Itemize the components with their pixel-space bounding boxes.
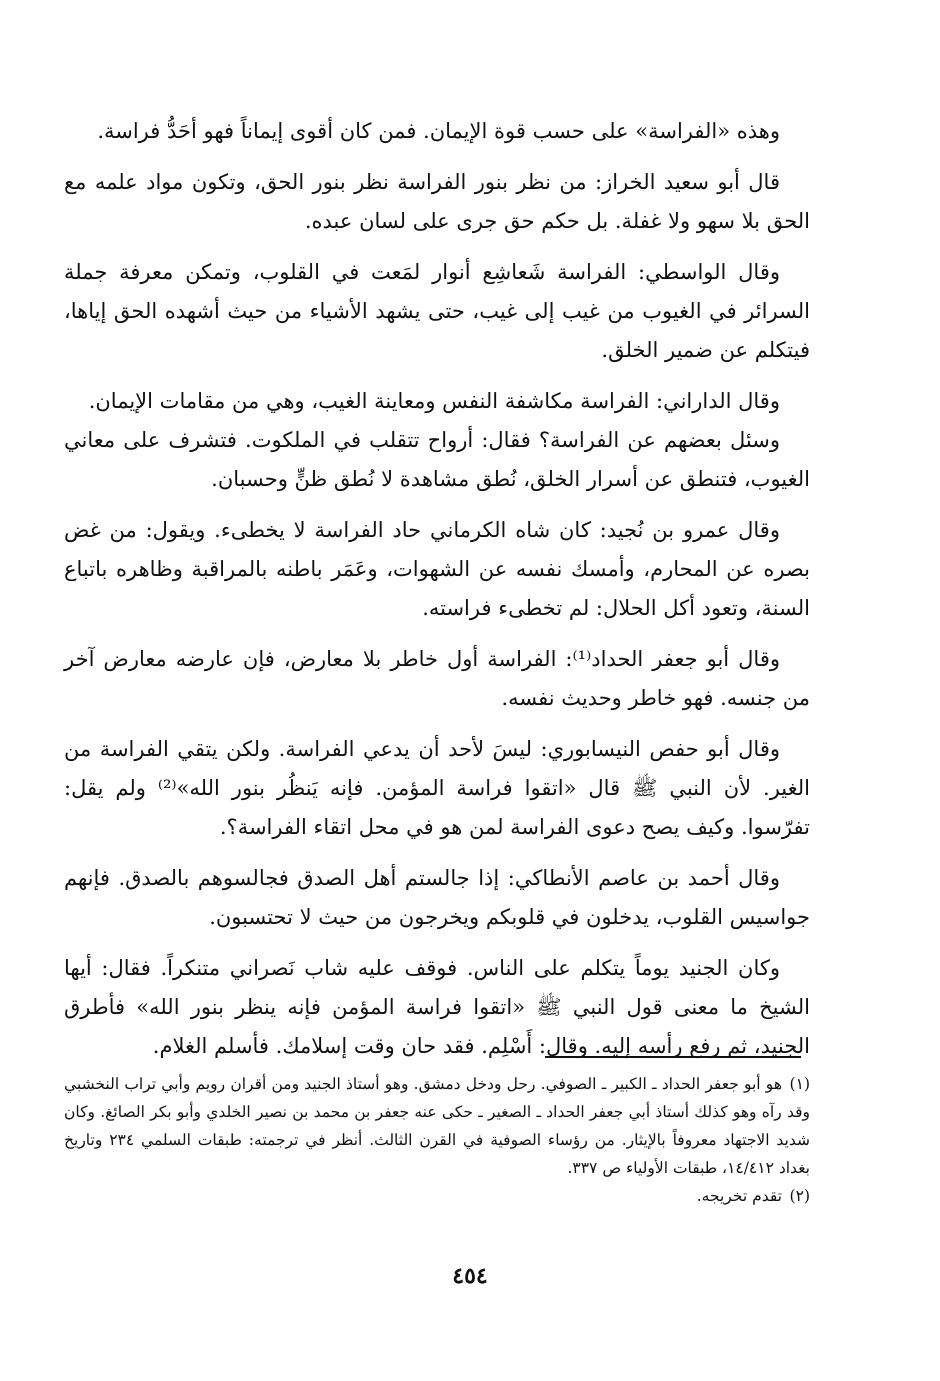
page-number: ٤٥٤: [452, 1263, 488, 1289]
main-text: [64, 112, 810, 1078]
paragraph-arwah: وسئل بعضهم عن الفراسة؟ فقال: أرواح تتقلب في الملكوت. فتشرف على معاني الغيوب، فتنطق عن أسرار الخلق، نُطق مشاهدة لا نُطق ظنٍّ وحسبان.: [64, 428, 810, 491]
footnote-1: [64, 1070, 810, 1182]
footnote-separator: [545, 1056, 801, 1058]
paragraph-abu-jafar-haddad: وقال أبو جعفر الحداد⁽¹⁾: الفراسة أول خاطر بلا معارض، فإن عارضه معارض آخر من جنسه. فهو خاطر وحديث نفسه.: [64, 647, 810, 710]
paragraph-kharraz: قال أبو سعيد الخراز: من نظر بنور الفراسة نظر بنور الحق، وتكون مواد علمه مع الحق بلا سهو ولا غفلة. بل حكم حق جرى على لسان عبده.: [64, 170, 810, 233]
footnote-text: تقدم تخريجه.: [696, 1187, 782, 1205]
footnote-number: (١): [789, 1075, 810, 1093]
paragraph-abu-hafs: وقال أبو حفص النيسابوري: ليسَ لأحد أن يدعي الفراسة. ولكن يتقي الفراسة من الغير. لأن النبي ﷺ قال «اتقوا فراسة المؤمن. فإنه يَنظُر بنور الله»⁽²⁾ ولم يقل: تفرّسوا. وكيف يصح دعوى الفراسة لمن هو في محل اتقاء الفراسة؟.: [64, 737, 810, 839]
footnote-number: (٢): [789, 1187, 810, 1205]
paragraph-antaki: وقال أحمد بن عاصم الأنطاكي: إذا جالستم أهل الصدق فجالسوهم بالصدق. فإنهم جواسيس القلوب، يدخلون في قلوبكم ويخرجون من حيث لا تحتسبون.: [64, 866, 810, 929]
footnote-text: هو أبو جعفر الحداد ـ الكبير ـ الصوفي. رحل ودخل دمشق. وهو أستاذ الجنيد ومن أقران رويم وأبي تراب النخشبي وقد رآه وهو كذلك أستاذ أبي جعفر الحداد ـ الصغير ـ حكى عنه جعفر بن محمد بن نصير الخلدي وأبو بكر الصائغ. وكان شديد الاجتهاد معروفاً بالإيثار. من رؤساء الصوفية في القرن الثالث. أنظر في ترجمته: طبقات السلمي ٢٣٤ وتاريخ بغداد ١٤/٤١٢، طبقات الأولياء ص ٣٣٧.: [64, 1075, 810, 1177]
footnote-2: [64, 1182, 810, 1210]
paragraph-junaid: وكان الجنيد يوماً يتكلم على الناس. فوقف عليه شاب نَصراني متنكراً. فقال: أيها الشيخ ما معنى قول النبي ﷺ «اتقوا فراسة المؤمن فإنه ينظر بنور الله» فأطرق الجنيد، ثم رفع رأسه إليه. وقال: أَسْلِم. فقد حان وقت إسلامك. فأسلم الغلام.: [64, 956, 810, 1058]
paragraph-wasiti: وقال الواسطي: الفراسة شَعاشِع أنوار لمَعت في القلوب، وتمكن معرفة جملة السرائر في الغيوب من غيب إلى غيب، حتى يشهد الأشياء من حيث أشهده الحق إياها، فيتكلم عن ضمير الخلق.: [64, 260, 810, 362]
paragraph-amr-bin-nujaid: وقال عمرو بن نُجيد: كان شاه الكرماني حاد الفراسة لا يخطىء. ويقول: من غض بصره عن المحارم، وأمسك نفسه عن الشهوات، وعَمَر باطنه بالمراقبة وظاهره باتباع السنة، وتعود أكل الحلال: لم تخطىء فراسته.: [64, 518, 810, 620]
footnotes: [64, 1070, 810, 1210]
paragraph-darani: وقال الداراني: الفراسة مكاشفة النفس ومعاينة الغيب، وهي من مقامات الإيمان.: [88, 389, 780, 413]
paragraph-firasa-iman: وهذه «الفراسة» على حسب قوة الإيمان. فمن كان أقوى إيماناً فهو أحَدُّ فراسة.: [97, 119, 780, 143]
